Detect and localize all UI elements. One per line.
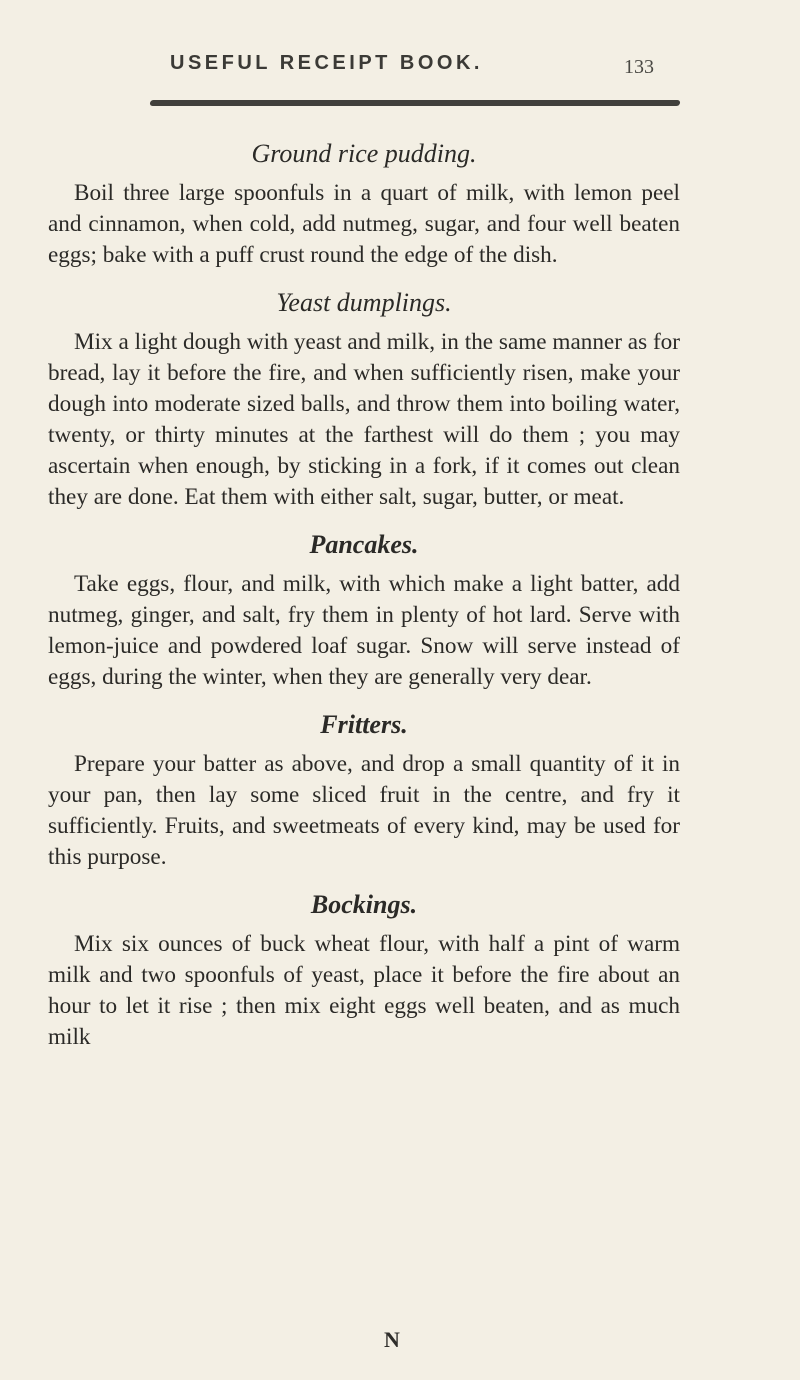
body-text bbox=[48, 138, 680, 1069]
recipe-pancakes bbox=[48, 529, 680, 693]
recipe-yeast-dumplings bbox=[48, 287, 680, 513]
recipe-title: Yeast dumplings. bbox=[276, 288, 452, 317]
recipe-text: Prepare your batter as above, and drop a small quantity of it in your pan, then lay some sliced fruit in the centre, and fry it sufficiently. Fruits, and sweetmeats of every kind, may be used for this purpose. bbox=[48, 751, 680, 870]
recipe-title: Ground rice pudding. bbox=[251, 139, 477, 168]
recipe-title: Fritters. bbox=[320, 710, 408, 739]
page-number: 133 bbox=[624, 56, 654, 78]
recipe-title: Bockings. bbox=[310, 890, 418, 919]
recipe-text: Mix a light dough with yeast and milk, in the same manner as for bread, lay it before the fire, and when sufficiently risen, make your dough into moderate sized balls, and throw them into boiling water, twenty, or thirty minutes at the farthest will do them ; you may ascertain when enough, by sticking in a fork, if it comes out clean they are done. Eat them with either salt, sugar, butter, or meat. bbox=[48, 329, 680, 510]
recipe-title: Pancakes. bbox=[309, 530, 419, 559]
recipe-text: Mix six ounces of buck wheat flour, with half a pint of warm milk and two spoonfuls of yeast, place it before the fire about an hour to let it rise ; then mix eight eggs well beaten, and as much milk bbox=[48, 931, 680, 1050]
header-rule bbox=[150, 100, 681, 106]
recipe-text: Boil three large spoonfuls in a quart of milk, with lemon peel and cinnamon, when cold, add nutmeg, sugar, and four well beaten eggs; bake with a puff crust round the edge of the dish. bbox=[48, 180, 680, 268]
recipe-text: Take eggs, flour, and milk, with which make a light batter, add nutmeg, ginger, and salt, fry them in plenty of hot lard. Serve with lemon-juice and powdered loaf sugar. Snow will serve instead of eggs, during the winter, when they are generally very dear. bbox=[48, 571, 680, 690]
recipe-fritters bbox=[48, 709, 680, 873]
recipe-bockings bbox=[48, 889, 680, 1053]
signature-mark: N bbox=[384, 1327, 400, 1352]
running-title: USEFUL RECEIPT BOOK. bbox=[170, 52, 483, 74]
recipe-ground-rice-pudding bbox=[48, 138, 680, 271]
